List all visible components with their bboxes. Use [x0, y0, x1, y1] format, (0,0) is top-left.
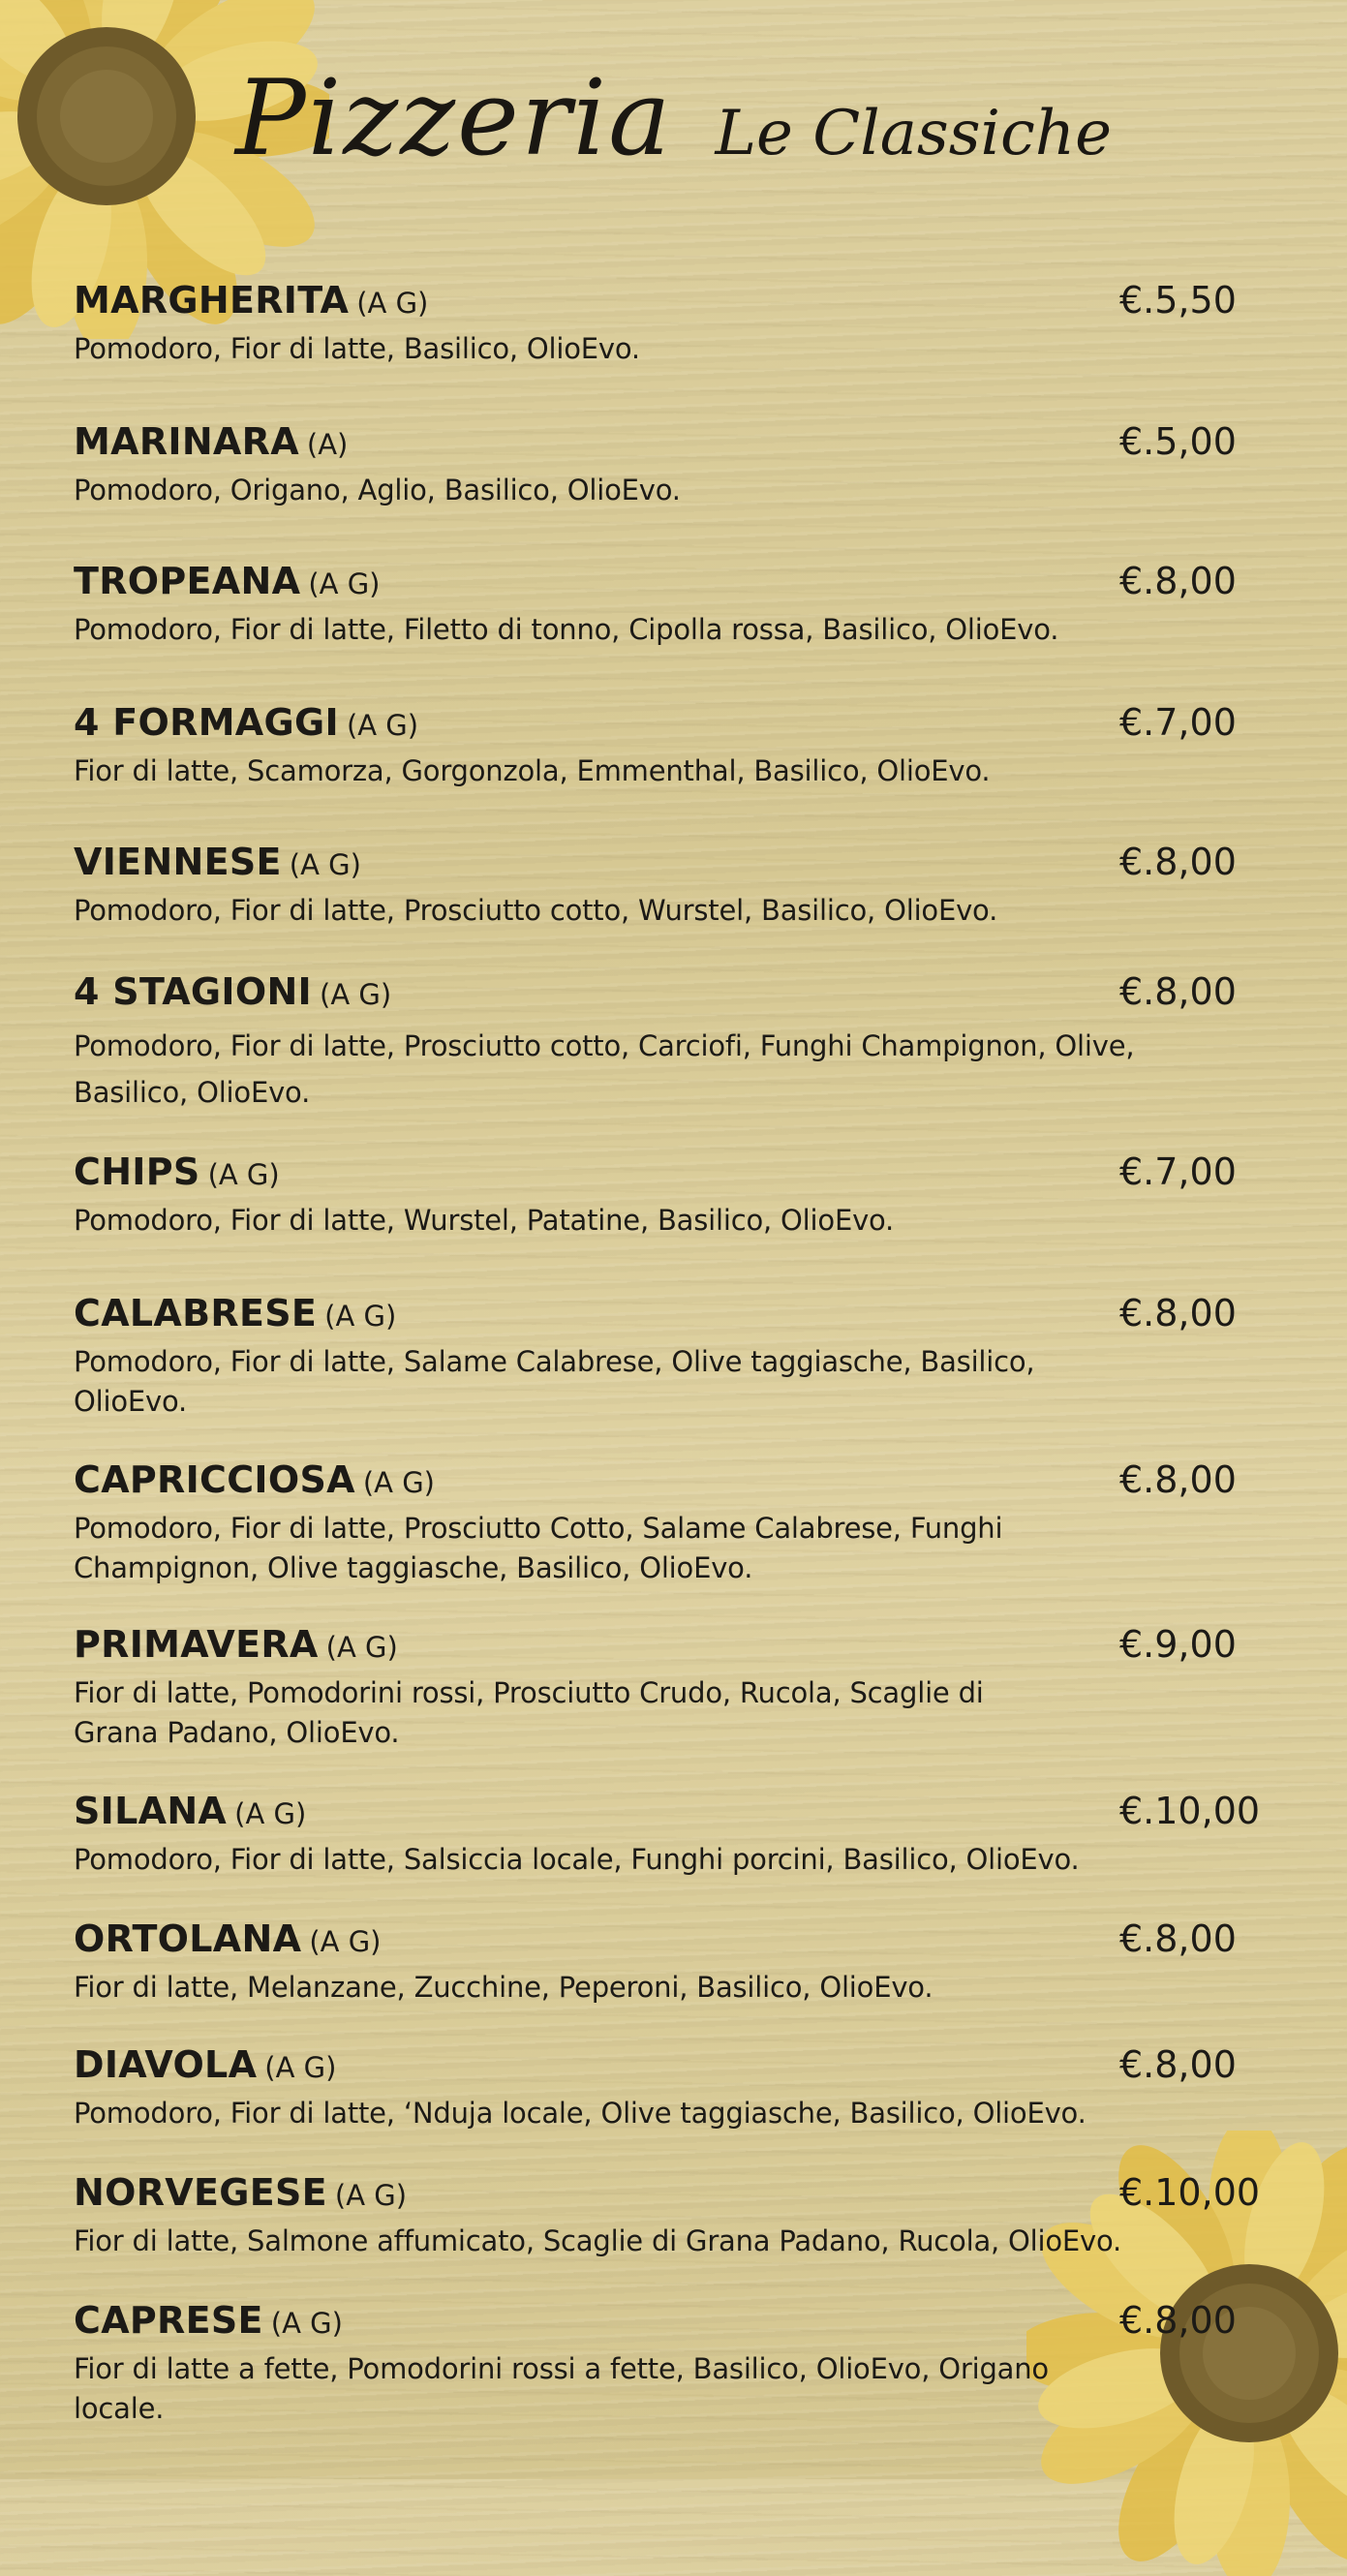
item-name: 4 FORMAGGI: [74, 701, 339, 744]
item-description: Pomodoro, Fior di latte, Prosciutto Cotto, Salame Calabrese, Funghi Champignon, Olive taggiasche, Basilico, OlioEvo.: [74, 1512, 1003, 1584]
item-name: CALABRESE: [74, 1292, 318, 1334]
item-allergens: (A G): [264, 2051, 337, 2084]
item-name: NORVEGESE: [74, 2171, 327, 2214]
item-name: ORTOLANA: [74, 1917, 302, 1960]
menu-item-capricciosa: [74, 1458, 1274, 1588]
item-description: Fior di latte, Scamorza, Gorgonzola, Emmenthal, Basilico, OlioEvo.: [74, 754, 991, 787]
item-price: €.8,00: [1119, 2043, 1237, 2086]
item-description: Pomodoro, Fior di latte, Prosciutto cotto, Wurstel, Basilico, OlioEvo.: [74, 894, 998, 927]
item-allergens: (A G): [270, 2307, 343, 2340]
item-price: €.8,00: [1119, 2299, 1237, 2342]
item-allergens: (A G): [234, 1797, 307, 1830]
item-price: €.8,00: [1119, 560, 1237, 602]
item-name: SILANA: [74, 1790, 228, 1832]
item-allergens: (A G): [356, 287, 429, 320]
item-allergens: (A G): [320, 978, 392, 1011]
item-allergens: (A G): [325, 1631, 398, 1664]
menu-item-4-formaggi: [74, 701, 1274, 791]
item-allergens: (A G): [207, 1158, 280, 1191]
item-description: Pomodoro, Fior di latte, ‘Nduja locale, Olive taggiasche, Basilico, OlioEvo.: [74, 2097, 1087, 2130]
menu-item-chips: [74, 1150, 1274, 1241]
item-allergens: (A G): [309, 1925, 382, 1958]
item-description: Pomodoro, Origano, Aglio, Basilico, OlioEvo.: [74, 474, 681, 506]
item-allergens: (A G): [324, 1300, 397, 1333]
item-name: MARINARA: [74, 420, 299, 463]
item-allergens: (A G): [334, 2179, 408, 2212]
menu-item-viennese: [74, 841, 1274, 931]
title-main: Pizzeria: [235, 58, 673, 179]
item-price: €.8,00: [1119, 1917, 1237, 1960]
item-price: €.8,00: [1119, 841, 1237, 883]
item-description: Pomodoro, Fior di latte, Prosciutto cotto, Carciofi, Funghi Champignon, Olive, Basilico, OlioEvo.: [74, 1029, 1135, 1109]
item-name: CAPRICCIOSA: [74, 1458, 355, 1501]
item-description: Pomodoro, Fior di latte, Filetto di tonno, Cipolla rossa, Basilico, OlioEvo.: [74, 613, 1059, 646]
item-description: Pomodoro, Fior di latte, Wurstel, Patatine, Basilico, OlioEvo.: [74, 1204, 895, 1237]
item-name: PRIMAVERA: [74, 1623, 319, 1666]
item-description: Pomodoro, Fior di latte, Salame Calabrese, Olive taggiasche, Basilico, OlioEvo.: [74, 1345, 1035, 1418]
item-description: Pomodoro, Fior di latte, Basilico, OlioEvo.: [74, 332, 640, 365]
item-price: €.9,00: [1119, 1623, 1237, 1666]
item-price: €.5,50: [1119, 279, 1237, 322]
menu-item-margherita: [74, 279, 1274, 369]
item-description: Fior di latte, Salmone affumicato, Scaglie di Grana Padano, Rucola, OlioEvo.: [74, 2224, 1122, 2257]
menu-item-4-stagioni: [74, 970, 1274, 1116]
item-name: TROPEANA: [74, 560, 301, 602]
item-price: €.5,00: [1119, 420, 1237, 463]
item-name: CAPRESE: [74, 2299, 263, 2342]
menu-item-silana: [74, 1790, 1274, 1880]
item-name: DIAVOLA: [74, 2043, 258, 2086]
menu-item-diavola: [74, 2043, 1274, 2133]
title-sub: Le Classiche: [715, 98, 1112, 169]
item-name: VIENNESE: [74, 841, 282, 883]
item-description: Pomodoro, Fior di latte, Salsiccia locale, Funghi porcini, Basilico, OlioEvo.: [74, 1843, 1080, 1876]
page-title: [0, 58, 1347, 179]
menu-item-primavera: [74, 1623, 1274, 1753]
item-name: CHIPS: [74, 1150, 200, 1193]
item-price: €.10,00: [1119, 1790, 1261, 1832]
item-price: €.10,00: [1119, 2171, 1261, 2214]
menu-item-tropeana: [74, 560, 1274, 650]
menu-item-caprese: [74, 2299, 1274, 2429]
item-allergens: (A): [306, 428, 349, 461]
menu-item-ortolana: [74, 1917, 1274, 2008]
item-allergens: (A G): [308, 567, 381, 600]
item-price: €.7,00: [1119, 701, 1237, 744]
menu-item-marinara: [74, 420, 1274, 510]
menu-item-norvegese: [74, 2171, 1274, 2261]
item-allergens: (A G): [346, 709, 419, 742]
item-allergens: (A G): [289, 848, 361, 881]
item-description: Fior di latte, Pomodorini rossi, Prosciutto Crudo, Rucola, Scaglie di Grana Padano, OlioEvo.: [74, 1676, 984, 1749]
item-price: €.8,00: [1119, 1292, 1237, 1334]
item-allergens: (A G): [362, 1466, 436, 1499]
item-price: €.8,00: [1119, 1458, 1237, 1501]
item-price: €.8,00: [1119, 970, 1237, 1013]
item-name: 4 STAGIONI: [74, 970, 312, 1013]
item-description: Fior di latte a fette, Pomodorini rossi a fette, Basilico, OlioEvo, Origano locale.: [74, 2352, 1049, 2425]
item-description: Fior di latte, Melanzane, Zucchine, Peperoni, Basilico, OlioEvo.: [74, 1971, 934, 2004]
item-price: €.7,00: [1119, 1150, 1237, 1193]
item-name: MARGHERITA: [74, 279, 350, 322]
menu-item-calabrese: [74, 1292, 1274, 1422]
